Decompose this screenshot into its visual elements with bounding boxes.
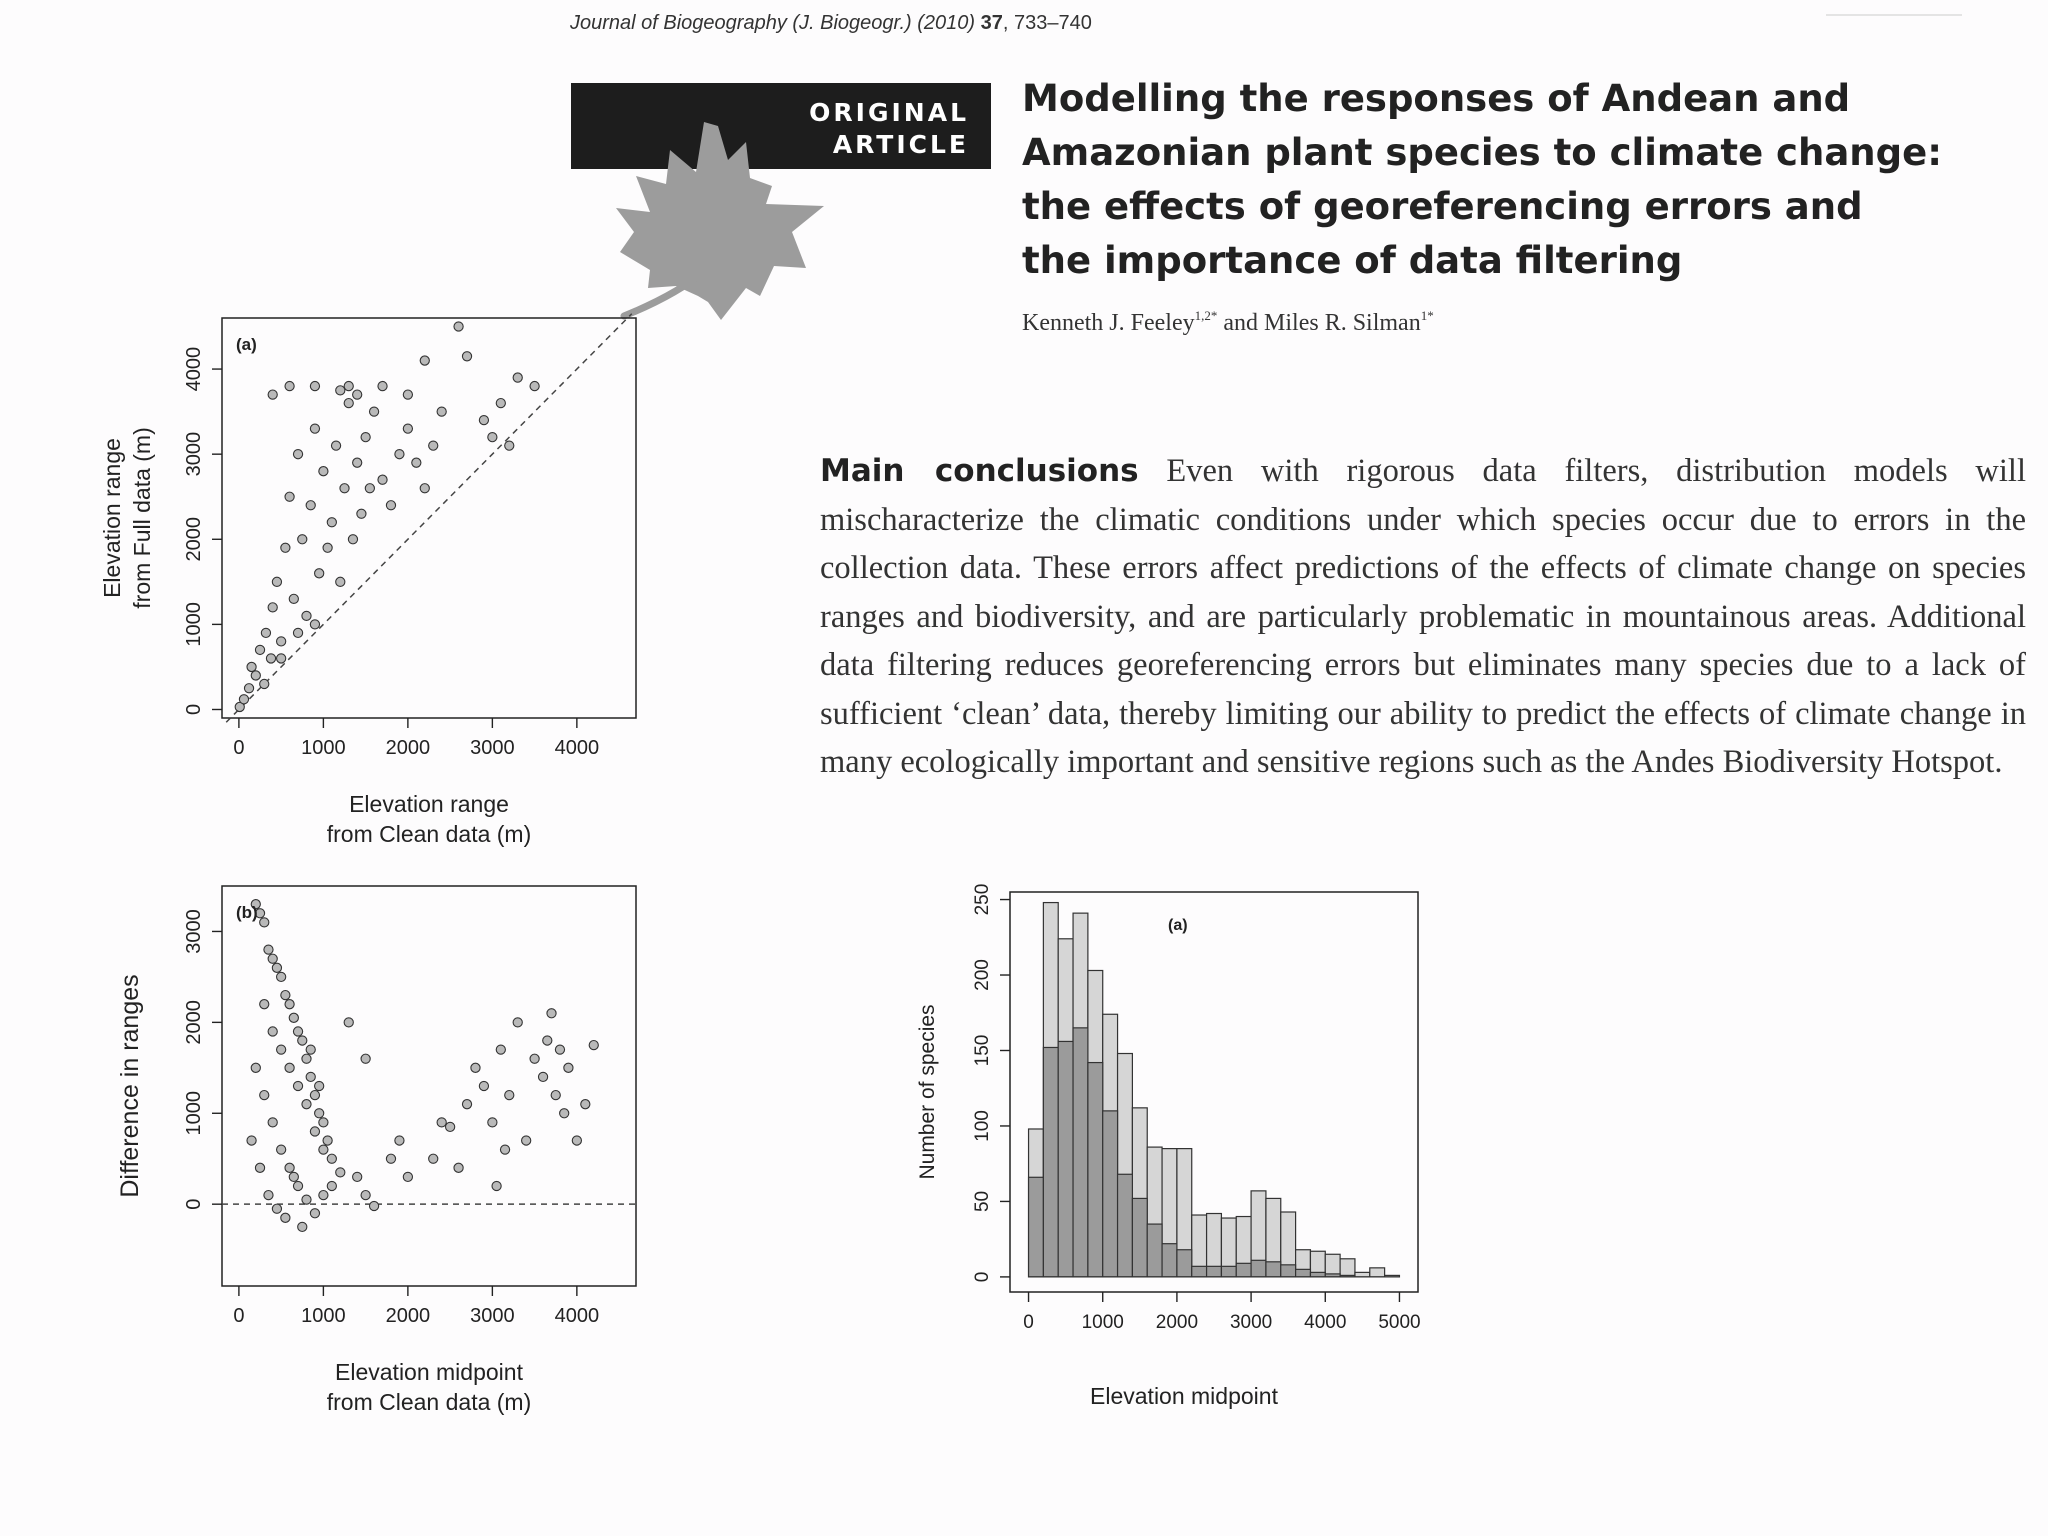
- data-point: [285, 1063, 294, 1072]
- y-tick-label: 200: [972, 959, 993, 991]
- y-tick-label: 0: [183, 1198, 205, 1210]
- data-point: [353, 458, 362, 467]
- data-point: [479, 416, 488, 425]
- data-point: [281, 990, 290, 999]
- data-point: [277, 1045, 286, 1054]
- y-tick-label: 150: [972, 1034, 993, 1067]
- data-point: [331, 441, 340, 450]
- x-axis-label: Elevation midpoint: [335, 1359, 523, 1385]
- data-point: [344, 381, 353, 390]
- data-point: [386, 501, 395, 510]
- data-point: [505, 441, 514, 450]
- x-axis-label: from Clean data (m): [326, 1389, 532, 1415]
- data-point: [281, 1213, 290, 1222]
- data-point: [310, 620, 319, 629]
- y-axis-label: Difference in ranges: [116, 974, 144, 1198]
- data-point: [260, 679, 269, 688]
- data-point: [369, 407, 378, 416]
- y-axis-label: Number of species: [916, 1004, 939, 1180]
- x-tick-label: 2000: [385, 737, 431, 759]
- data-point: [289, 1013, 298, 1022]
- author-1: Kenneth J. Feeley: [1022, 310, 1195, 336]
- histogram-bar-dark: [1088, 1063, 1103, 1277]
- x-tick-label: 0: [233, 737, 245, 759]
- data-point: [272, 963, 281, 972]
- data-point: [239, 695, 248, 704]
- data-point: [277, 972, 286, 981]
- data-point: [268, 390, 277, 399]
- x-tick-label: 4000: [554, 737, 600, 759]
- data-point: [268, 1118, 277, 1127]
- data-point: [361, 433, 370, 442]
- scatter-plot-b: [90, 880, 670, 1440]
- data-point: [365, 484, 374, 493]
- data-point: [306, 501, 315, 510]
- x-tick-label: 2000: [1155, 1312, 1199, 1333]
- data-point: [420, 484, 429, 493]
- histogram-bar-dark: [1162, 1244, 1177, 1277]
- journal-volume: 37: [980, 12, 1003, 34]
- data-point: [462, 1100, 471, 1109]
- histogram-bar-dark: [1310, 1272, 1325, 1277]
- article-title: Modelling the responses of Andean and Amazonian plant species to climate change: the effects of georeferencing errors and the importance of data filtering: [1022, 77, 1943, 282]
- data-point: [462, 352, 471, 361]
- y-tick-label: 4000: [183, 346, 205, 392]
- data-point: [327, 1154, 336, 1163]
- data-point: [560, 1109, 569, 1118]
- data-point: [260, 1000, 269, 1009]
- data-point: [581, 1100, 590, 1109]
- x-tick-label: 3000: [470, 1305, 515, 1327]
- data-point: [306, 1045, 315, 1054]
- data-point: [327, 1181, 336, 1190]
- main-conclusions-text: Even with rigorous data filters, distribution models will mischaracterize the climatic conditions under which species occur due to errors in the collection data. These errors affect predictions of the effects of climate change on species ranges and biodiversity, and are particularly problematic in mountainous areas. Additional data filtering reduces georeferencing errors but eliminates many species due to a lack of sufficient ‘clean’ data, thereby limiting our ability to predict the effects of climate change in many ecologically important and sensitive regions such as the Andes Biodiversity Hotspot.: [820, 453, 2026, 780]
- histogram-bar-dark: [1266, 1262, 1281, 1277]
- data-point: [310, 1209, 319, 1218]
- data-point: [298, 1036, 307, 1045]
- header-rule: [1826, 14, 1962, 16]
- data-point: [255, 1163, 264, 1172]
- data-point: [319, 467, 328, 476]
- author-2: Miles R. Silman: [1264, 310, 1421, 336]
- histogram-bar-dark: [1058, 1041, 1073, 1276]
- data-point: [293, 1027, 302, 1036]
- histogram-bar-light: [1340, 1259, 1355, 1277]
- data-point: [272, 1204, 281, 1213]
- data-point: [319, 1145, 328, 1154]
- data-point: [272, 577, 281, 586]
- histogram-bar-light: [1370, 1268, 1385, 1277]
- data-point: [302, 1054, 311, 1063]
- data-point: [395, 1136, 404, 1145]
- data-point: [247, 1136, 256, 1145]
- data-point: [496, 1045, 505, 1054]
- leaf-logo-icon: [596, 120, 826, 320]
- author-2-affiliation: 1*: [1420, 308, 1434, 323]
- data-point: [492, 1181, 501, 1190]
- data-point: [551, 1090, 560, 1099]
- x-tick-label: 4000: [1304, 1312, 1347, 1333]
- x-tick-label: 0: [233, 1305, 245, 1327]
- x-tick-label: 3000: [470, 737, 515, 759]
- x-tick-label: 1000: [1081, 1312, 1124, 1333]
- reference-line: [226, 314, 632, 723]
- data-point: [340, 484, 349, 493]
- y-tick-label: 2000: [183, 1000, 205, 1045]
- data-point: [344, 1018, 353, 1027]
- y-tick-label: 100: [972, 1110, 993, 1142]
- data-point: [285, 492, 294, 501]
- data-point: [268, 603, 277, 612]
- data-point: [344, 399, 353, 408]
- plot-frame: [222, 886, 636, 1286]
- data-point: [530, 381, 539, 390]
- data-point: [266, 654, 275, 663]
- data-point: [260, 918, 269, 927]
- data-point: [251, 671, 260, 680]
- data-point: [471, 1063, 480, 1072]
- y-tick-label: 3000: [183, 431, 205, 477]
- main-conclusions-heading: Main conclusions: [820, 453, 1139, 489]
- data-point: [543, 1036, 552, 1045]
- histogram-bar-dark: [1281, 1265, 1296, 1277]
- data-point: [500, 1145, 509, 1154]
- data-point: [420, 356, 429, 365]
- data-point: [429, 1154, 438, 1163]
- data-point: [454, 322, 463, 331]
- x-tick-label: 1000: [301, 1305, 346, 1327]
- data-point: [293, 1181, 302, 1190]
- data-point: [319, 1118, 328, 1127]
- histogram-bar-dark: [1147, 1224, 1162, 1277]
- histogram-bar-dark: [1177, 1250, 1192, 1277]
- y-axis-label: from Full data (m): [129, 427, 155, 609]
- histogram-bar-dark: [1118, 1174, 1133, 1277]
- data-point: [429, 441, 438, 450]
- data-point: [281, 543, 290, 552]
- data-point: [336, 386, 345, 395]
- data-point: [488, 433, 497, 442]
- data-point: [513, 373, 522, 382]
- x-tick-label: 2000: [385, 1305, 431, 1327]
- article-type-label: [809, 97, 969, 161]
- author-list: [1022, 308, 1434, 337]
- data-point: [348, 535, 357, 544]
- author-conjunction: and: [1217, 310, 1265, 336]
- data-point: [289, 594, 298, 603]
- data-point: [336, 1168, 345, 1177]
- data-point: [386, 1154, 395, 1163]
- data-point: [513, 1018, 522, 1027]
- y-tick-label: 2000: [183, 517, 205, 562]
- data-point: [298, 535, 307, 544]
- y-tick-label: 0: [972, 1271, 993, 1283]
- data-point: [315, 1081, 324, 1090]
- data-point: [302, 611, 311, 620]
- y-tick-label: 0: [183, 703, 205, 716]
- data-point: [319, 1190, 328, 1199]
- data-point: [361, 1190, 370, 1199]
- data-point: [310, 381, 319, 390]
- data-point: [298, 1222, 307, 1231]
- panel-label: (a): [1168, 917, 1188, 934]
- data-point: [315, 1109, 324, 1118]
- histogram-bar-dark: [1029, 1177, 1044, 1277]
- data-point: [310, 1090, 319, 1099]
- data-point: [505, 1090, 514, 1099]
- data-point: [323, 543, 332, 552]
- histogram-bar-dark: [1296, 1269, 1311, 1277]
- data-point: [264, 945, 273, 954]
- journal-name: Journal of Biogeography (J. Biogeogr.) (2010): [570, 12, 976, 34]
- y-axis-label: Elevation range: [99, 438, 125, 598]
- x-tick-label: 0: [1023, 1312, 1034, 1333]
- data-point: [572, 1136, 581, 1145]
- data-point: [361, 1054, 370, 1063]
- histogram-plot: [900, 870, 1460, 1409]
- histogram-bar-dark: [1207, 1266, 1222, 1277]
- histogram-bar-dark: [1221, 1266, 1236, 1277]
- x-tick-label: 1000: [301, 737, 346, 759]
- data-point: [260, 1090, 269, 1099]
- y-tick-label: 3000: [183, 909, 205, 954]
- panel-label: (b): [236, 903, 258, 922]
- data-point: [247, 662, 256, 671]
- x-axis-label: from Clean data (m): [326, 821, 532, 847]
- histogram-bar-dark: [1043, 1047, 1058, 1276]
- x-tick-label: 5000: [1378, 1312, 1421, 1333]
- data-point: [285, 381, 294, 390]
- histogram-bar-light: [1355, 1272, 1370, 1277]
- data-point: [277, 1145, 286, 1154]
- data-point: [277, 637, 286, 646]
- histogram-bar-dark: [1251, 1260, 1266, 1277]
- author-1-affiliation: 1,2*: [1194, 308, 1218, 323]
- data-point: [285, 1000, 294, 1009]
- data-point: [293, 1081, 302, 1090]
- histogram-bar-dark: [1192, 1266, 1207, 1277]
- data-point: [547, 1009, 556, 1018]
- histogram-bar-dark: [1132, 1198, 1147, 1276]
- histogram-bar-dark: [1236, 1263, 1251, 1277]
- data-point: [395, 450, 404, 459]
- data-point: [530, 1054, 539, 1063]
- data-point: [310, 1127, 319, 1136]
- data-point: [293, 628, 302, 637]
- data-point: [538, 1072, 547, 1081]
- data-point: [378, 381, 387, 390]
- data-point: [310, 424, 319, 433]
- data-point: [251, 1063, 260, 1072]
- data-point: [403, 390, 412, 399]
- histogram-bar-dark: [1103, 1111, 1118, 1277]
- data-point: [323, 1136, 332, 1145]
- y-tick-label: 1000: [183, 602, 205, 647]
- data-point: [302, 1100, 311, 1109]
- data-point: [302, 1195, 311, 1204]
- panel-label: (a): [236, 335, 257, 354]
- x-axis-label: Elevation midpoint: [1090, 1383, 1278, 1409]
- data-point: [268, 1027, 277, 1036]
- y-tick-label: 50: [972, 1190, 993, 1213]
- data-point: [357, 509, 366, 518]
- data-point: [353, 1172, 362, 1181]
- data-point: [412, 458, 421, 467]
- data-point: [293, 450, 302, 459]
- x-tick-label: 4000: [554, 1305, 600, 1327]
- data-point: [261, 628, 270, 637]
- data-point: [446, 1122, 455, 1131]
- journal-citation: [570, 12, 1092, 35]
- data-point: [437, 407, 446, 416]
- data-point: [564, 1063, 573, 1072]
- main-conclusions-paragraph: [820, 447, 2026, 787]
- data-point: [522, 1136, 531, 1145]
- data-point: [403, 1172, 412, 1181]
- data-point: [369, 1201, 378, 1210]
- data-point: [589, 1040, 598, 1049]
- data-point: [336, 577, 345, 586]
- data-point: [353, 390, 362, 399]
- data-point: [437, 1118, 446, 1127]
- x-tick-label: 3000: [1229, 1312, 1273, 1333]
- y-tick-label: 250: [972, 883, 993, 916]
- data-point: [268, 954, 277, 963]
- data-point: [315, 569, 324, 578]
- data-point: [244, 684, 253, 693]
- data-point: [277, 654, 286, 663]
- data-point: [306, 1072, 315, 1081]
- data-point: [285, 1163, 294, 1172]
- data-point: [555, 1045, 564, 1054]
- data-point: [264, 1190, 273, 1199]
- y-tick-label: 1000: [183, 1091, 205, 1136]
- data-point: [454, 1163, 463, 1172]
- x-axis-label: Elevation range: [349, 791, 509, 817]
- banner-line-2: ARTICLE: [832, 130, 969, 159]
- scatter-plot-a: [90, 312, 670, 872]
- data-point: [488, 1118, 497, 1127]
- histogram-bar-dark: [1073, 1028, 1088, 1277]
- banner-line-1: ORIGINAL: [809, 98, 969, 127]
- journal-pages: , 733–740: [1002, 12, 1092, 34]
- data-point: [378, 475, 387, 484]
- data-point: [403, 424, 412, 433]
- data-point: [496, 399, 505, 408]
- data-point: [327, 518, 336, 527]
- data-point: [479, 1081, 488, 1090]
- data-point: [255, 645, 264, 654]
- data-point: [289, 1172, 298, 1181]
